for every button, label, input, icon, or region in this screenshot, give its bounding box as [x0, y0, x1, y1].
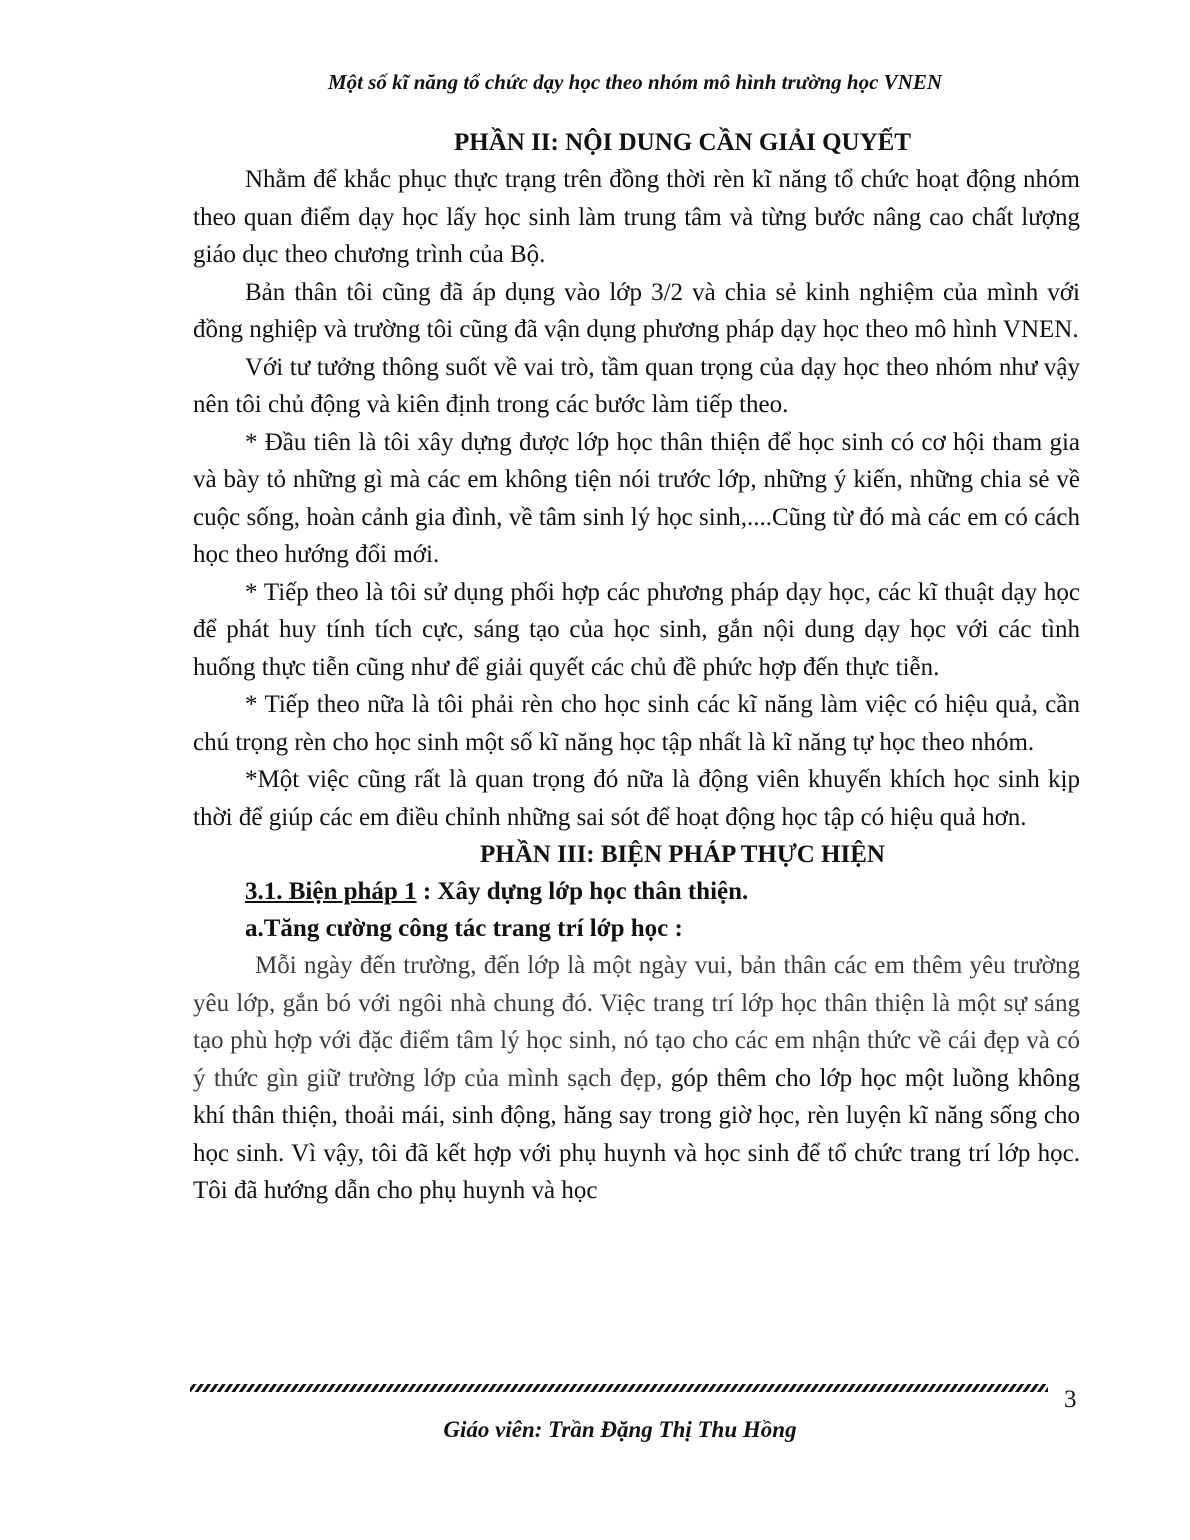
subheading: a.Tăng cường công tác trang trí lớp học : [245, 915, 683, 942]
paragraph: Nhằm để khắc phục thực trạng trên đồng thời rèn kĩ năng tổ chức hoạt động nhóm theo quan điểm dạy học lấy học sinh làm trung tâm và từng bước nâng cao chất lượng giáo dục theo chương trình của Bộ. [193, 166, 1080, 268]
paragraph: * Đầu tiên là tôi xây dựng được lớp học thân thiện để học sinh có cơ hội tham gia và bày tỏ những gì mà các em không tiện nói trước lớp, những ý kiến, những chia sẻ về cuộc sống, hoàn cảnh gia đình, về tâm sinh lý học sinh,....Cũng từ đó mà các em có cách học theo hướng đổi mới. [193, 428, 1080, 568]
paragraph: * Tiếp theo là tôi sử dụng phối hợp các phương pháp dạy học, các kĩ thuật dạy học để phát huy tính tích cực, sáng tạo của học sinh, gắn nội dung dạy học với các tình huống thực tiễn cũng như để giải quyết các chủ đề phức hợp đến thực tiễn. [193, 578, 1080, 681]
paragraph: Bản thân tôi cũng đã áp dụng vào lớp 3/2 và chia sẻ kinh nghiệm của mình với đồng nghiệp và trường tôi cũng đã vận dụng phương pháp dạy học theo mô hình VNEN. [193, 278, 1080, 343]
running-footer: Giáo viên: Trần Đặng Thị Thu Hồng [443, 1417, 797, 1442]
paragraph: Với tư tưởng thông suốt về vai trò, tầm quan trọng của dạy học theo nhóm như vậy nên tôi chủ động và kiên định trong các bước làm tiếp theo. [193, 353, 1080, 418]
paragraph [193, 947, 1080, 1210]
paragraph-part: Mỗi ngày đến trường, đến lớp là một ngày vui, bản thân các em thêm yêu trường yêu lớp, gắn bó với ngôi nhà chung đó. Việc trang trí lớp học thân thiện là một sự sáng tạo phù hợp với đặc điểm tâm lý học sinh, nó tạo cho các em nhận thức về cái đẹp và có ý thức gìn giữ trường lớp của mình sạch đẹp, [193, 952, 1080, 1092]
page-number: 3 [1064, 1386, 1077, 1413]
section-2-title: PHẦN II: NỘI DUNG CẦN GIẢI QUYẾT [454, 129, 911, 156]
paragraph: *Một việc cũng rất là quan trọng đó nữa là động viên khuyến khích học sinh kịp thời để giúp các em điều chỉnh những sai sót để hoạt động học tập có hiệu quả hơn. [193, 766, 1080, 831]
page-content [193, 124, 1080, 1210]
running-header: Một số kĩ năng tổ chức dạy học theo nhóm mô hình trường học VNEN [327, 70, 943, 94]
measure-heading [193, 873, 1080, 910]
measure-label: 3.1. Biện pháp 1 [245, 878, 417, 905]
measure-title-text: : Xây dựng lớp học thân thiện. [416, 878, 749, 905]
footer-divider [190, 1384, 1048, 1392]
paragraph: * Tiếp theo nữa là tôi phải rèn cho học sinh các kĩ năng làm việc có hiệu quả, cần chú trọng rèn cho học sinh một số kĩ năng học tập nhất là kĩ năng tự học theo nhóm. [193, 691, 1080, 756]
paragraph-part: góp thêm cho lớp học một luồng không khí thân thiện, thoải mái, sinh động, hăng say trong giờ học, rèn luyện kĩ năng sống cho học sinh. Vì vậy, tôi đã kết hợp với phụ huynh và học sinh để tổ chức trang trí lớp học. Tôi đã hướng dẫn cho phụ huynh và học [193, 1064, 1081, 1204]
section-3-title: PHẦN III: BIỆN PHÁP THỰC HIỆN [480, 841, 885, 868]
